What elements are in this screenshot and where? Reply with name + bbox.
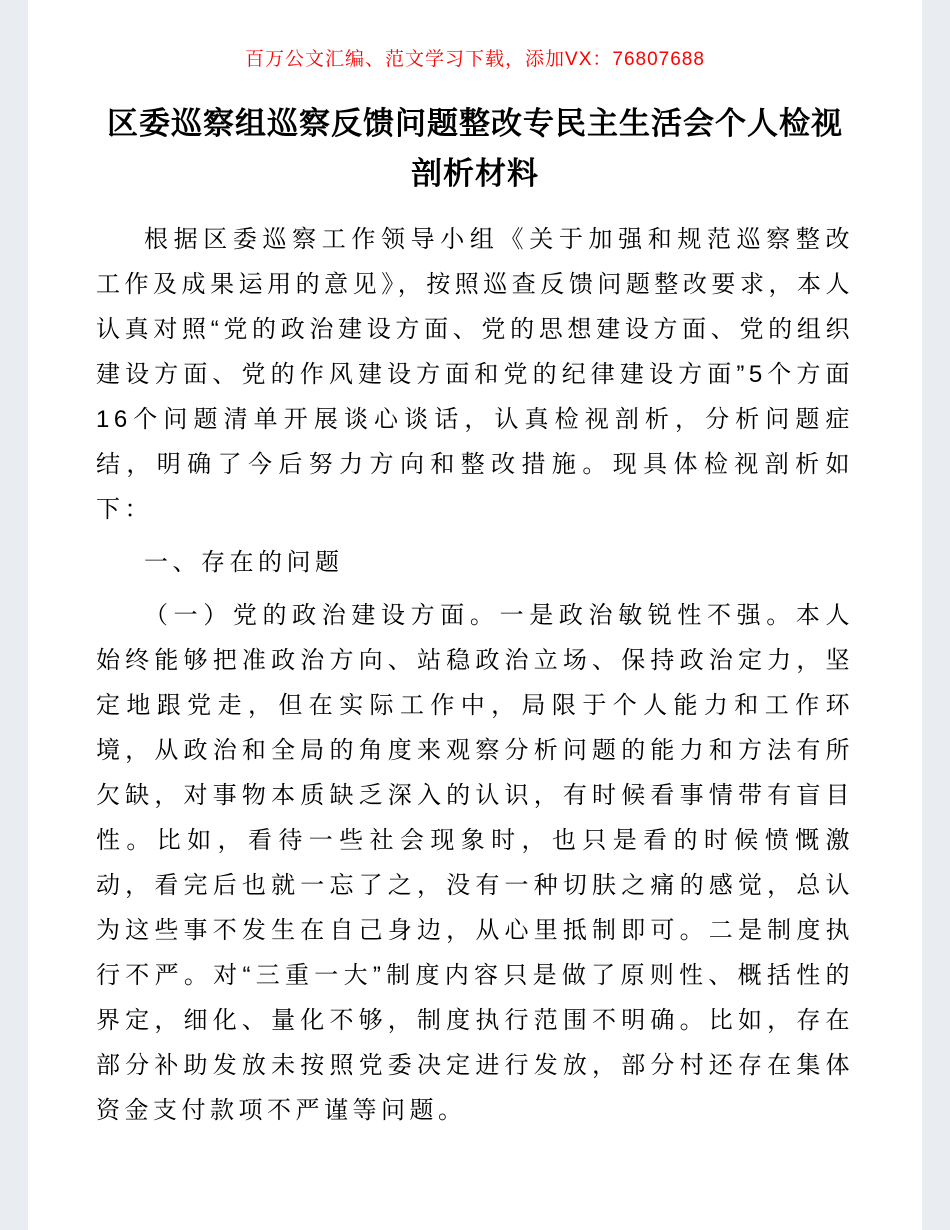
document-title: 区委巡察组巡察反馈问题整改专民主生活会个人检视剖析材料 [107,106,843,191]
document-body [96,217,854,1133]
section-heading: 一、存在的问题 [144,549,344,576]
watermark-text: 百万公文汇编、范文学习下载，添加VX：76807688 [245,49,705,70]
document-page [28,0,922,1230]
paragraph-body: （一）党的政治建设方面。一是政治敏锐性不强。本人始终能够把准政治方向、站稳政治立场、保持政治定力，坚定地跟党走，但在实际工作中，局限于个人能力和工作环境，从政治和全局的角度来观察分析问题的能力和方法有所欠缺，对事物本质缺乏深入的认识，有时候看事情带有盲目性。比如，看待一些社会现象时，也只是看的时候愤慨激动，看完后也就一忘了之，没有一种切肤之痛的感觉，总认为这些事不发生在自己身边，从心里抵制即可。二是制度执行不严。对“三重一大”制度内容只是做了原则性、概括性的界定，细化、量化不够，制度执行范围不明确。比如，存在部分补助发放未按照党委决定进行发放，部分村还存在集体资金支付款项不严谨等问题。 [96,602,854,1124]
paragraph-intro: 根据区委巡察工作领导小组《关于加强和规范巡察整改工作及成果运用的意见》，按照巡查反馈问题整改要求，本人认真对照“党的政治建设方面、党的思想建设方面、党的组织建设方面、党的作风建设方面和党的纪律建设方面”5个方面16个问题清单开展谈心谈话，认真检视剖析，分析问题症结，明确了今后努力方向和整改措施。现具体检视剖析如下： [96,226,854,523]
